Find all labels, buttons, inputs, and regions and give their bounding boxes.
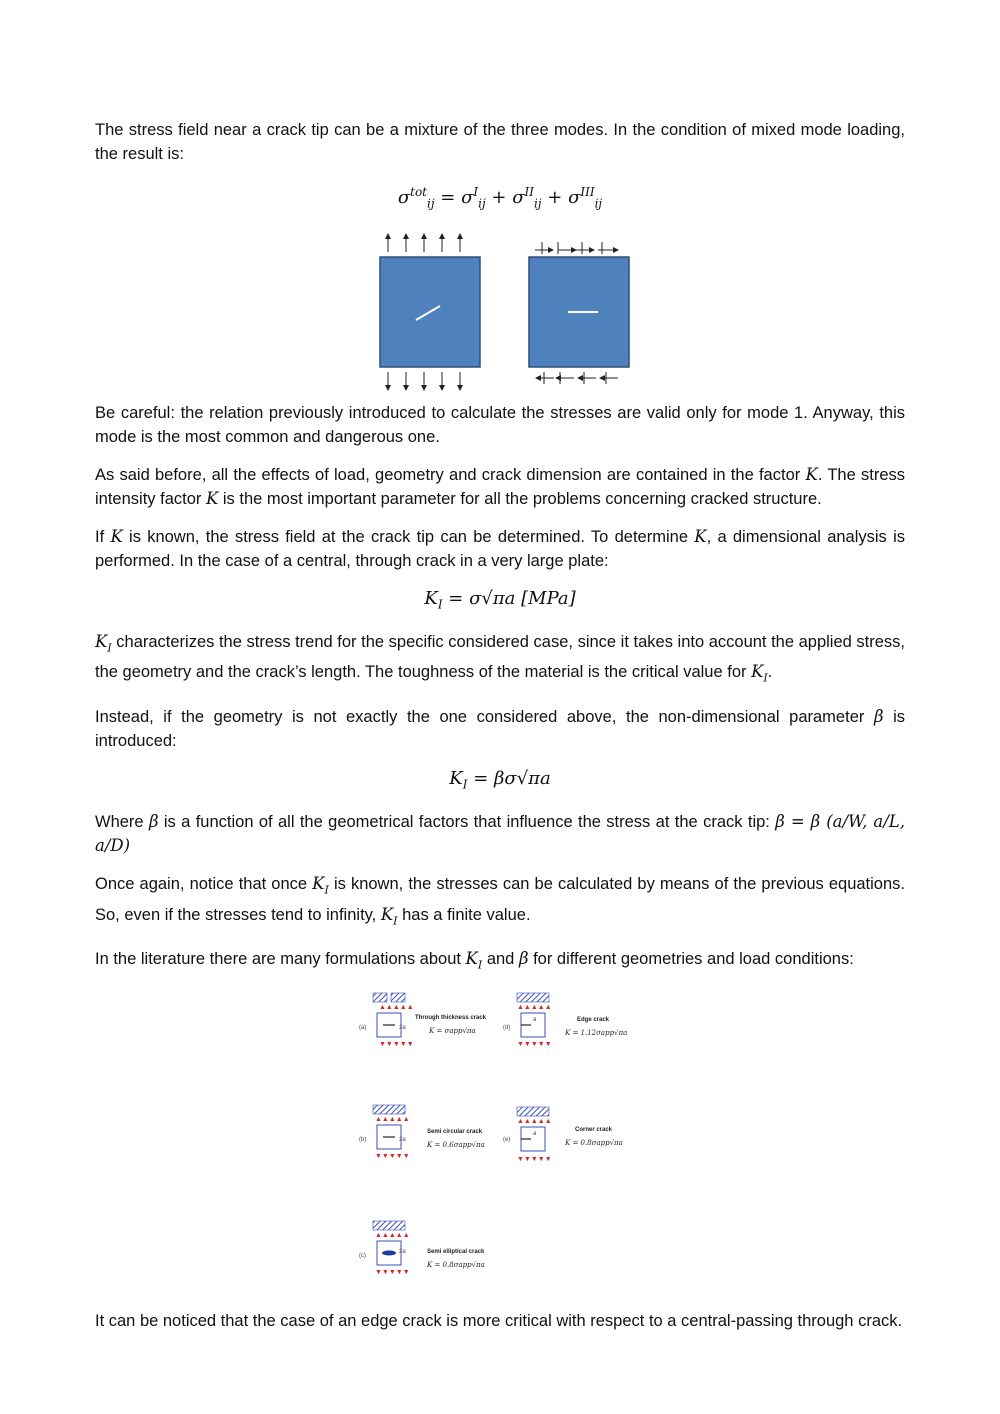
mode-one-plate bbox=[380, 236, 480, 388]
case-edge-crack bbox=[503, 993, 627, 1048]
svg-text:Corner crack: Corner crack bbox=[575, 1127, 613, 1134]
equation-k-beta: $K_I = \beta\sigma√\pi a$ bbox=[449, 767, 551, 792]
svg-text:▼▼▼▼▼: ▼▼▼▼▼ bbox=[517, 1041, 552, 1049]
svg-text:▲▲▲▲▲: ▲▲▲▲▲ bbox=[379, 1004, 414, 1012]
bottom-tension-arrows bbox=[388, 372, 460, 388]
paragraph-careful: Be careful: the relation previously introduced to calculate the stresses are valid only for mode 1. Anyway, this mode is the most common and dangerous one. bbox=[95, 403, 905, 446]
paragraph-beta-intro: Instead, if the geometry is not exactly the one considered above, the non-dimensional parameter β is introduced: bbox=[95, 706, 905, 750]
document-page bbox=[95, 118, 905, 1347]
bottom-shear-arrows bbox=[538, 372, 618, 384]
paragraph-once-again: Once again, notice that once $K_I$ is known, the stresses can be calculated by means of the previous equations. So, even if the stresses tend to infinity, $K_I$ has a finite value. bbox=[95, 874, 905, 927]
svg-text:▲▲▲▲▲: ▲▲▲▲▲ bbox=[375, 1232, 410, 1240]
paragraph-literature: In the literature there are many formulations about $K_I$ and β for different geometries and load conditions: bbox=[95, 948, 854, 972]
svg-text:▼▼▼▼▼: ▼▼▼▼▼ bbox=[375, 1269, 410, 1277]
svg-text:Through thickness crack: Through thickness crack bbox=[415, 1015, 487, 1022]
svg-text:2a: 2a bbox=[399, 1025, 406, 1032]
svg-text:Semi elliptical crack: Semi elliptical crack bbox=[427, 1249, 485, 1256]
svg-text:a: a bbox=[533, 1017, 537, 1024]
svg-text:K = 1.12σapp√πa: K = 1.12σapp√πa bbox=[565, 1029, 628, 1038]
svg-text:(c): (c) bbox=[359, 1253, 366, 1260]
paragraph-conclusion: It can be noticed that the case of an edge crack is more critical with respect to a central-passing through crack. bbox=[95, 1312, 903, 1331]
svg-text:K = 0.8σapp√πa: K = 0.8σapp√πa bbox=[427, 1261, 485, 1270]
paragraph-k-factor: As said before, all the effects of load, geometry and crack dimension are contained in the factor K. The stress intensity factor K is the most important parameter for all the problems concerning cracked structure. bbox=[95, 464, 905, 508]
svg-text:(a): (a) bbox=[359, 1025, 367, 1032]
paragraph-k-known: If K is known, the stress field at the crack tip can be determined. To determine K, a dimensional analysis is performed. In the case of a central, through crack in a very large plate: bbox=[95, 526, 905, 570]
svg-text:(d): (d) bbox=[503, 1025, 511, 1032]
svg-text:K = 0.6σapp√πa: K = 0.6σapp√πa bbox=[427, 1141, 485, 1150]
case-semi-elliptical bbox=[359, 1221, 485, 1276]
svg-text:▲▲▲▲▲: ▲▲▲▲▲ bbox=[517, 1004, 552, 1012]
svg-text:K = σapp√πa: K = σapp√πa bbox=[429, 1027, 476, 1036]
shear-mode-plate bbox=[529, 242, 629, 384]
equation-superposition: $\sigma^{tot}_{ij} = \sigma^I_{ij} + \sigma^{II}_{ij} + \sigma^{III}_{ij}$ bbox=[397, 185, 603, 211]
case-through-thickness bbox=[359, 993, 487, 1048]
svg-text:▼▼▼▼▼: ▼▼▼▼▼ bbox=[379, 1041, 414, 1049]
svg-text:(b): (b) bbox=[359, 1137, 367, 1144]
svg-text:▲▲▲▲▲: ▲▲▲▲▲ bbox=[375, 1116, 410, 1124]
crack-geometries-figure bbox=[355, 991, 645, 1291]
paragraph-beta-function: Where β is a function of all the geometrical factors that influence the stress at the crack tip: β = β (a/W, a/L, a/D) bbox=[95, 812, 906, 856]
paragraph-mixed-mode: The stress field near a crack tip can be a mixture of the three modes. In the condition of mixed mode loading, the result is: bbox=[95, 121, 905, 163]
svg-text:Semi circular crack: Semi circular crack bbox=[427, 1129, 483, 1136]
equation-k-central-crack: $K_I = \sigma√\pi a$ [MPa] bbox=[424, 587, 576, 612]
svg-text:(e): (e) bbox=[503, 1137, 511, 1144]
svg-text:a: a bbox=[533, 1131, 537, 1138]
svg-text:▼▼▼▼▼: ▼▼▼▼▼ bbox=[517, 1156, 552, 1164]
case-semi-circular bbox=[359, 1105, 485, 1160]
top-tension-arrows bbox=[388, 236, 460, 252]
svg-text:▼▼▼▼▼: ▼▼▼▼▼ bbox=[375, 1153, 410, 1161]
svg-text:▲▲▲▲▲: ▲▲▲▲▲ bbox=[517, 1118, 552, 1126]
svg-text:K = 0.8σapp√πa: K = 0.8σapp√πa bbox=[565, 1139, 623, 1148]
mixed-mode-plates-figure bbox=[370, 230, 630, 395]
case-corner-crack bbox=[503, 1107, 623, 1163]
paragraph-ki-characterizes: $K_I$ characterizes the stress trend for the specific considered case, since it takes into account the applied stress, the geometry and the crack’s length. The toughness of the material is the critical value for $K_I$. bbox=[95, 632, 906, 685]
svg-text:2a: 2a bbox=[399, 1137, 406, 1144]
top-shear-arrows bbox=[535, 242, 616, 254]
svg-text:2a: 2a bbox=[399, 1249, 406, 1256]
svg-text:Edge crack: Edge crack bbox=[577, 1017, 610, 1024]
